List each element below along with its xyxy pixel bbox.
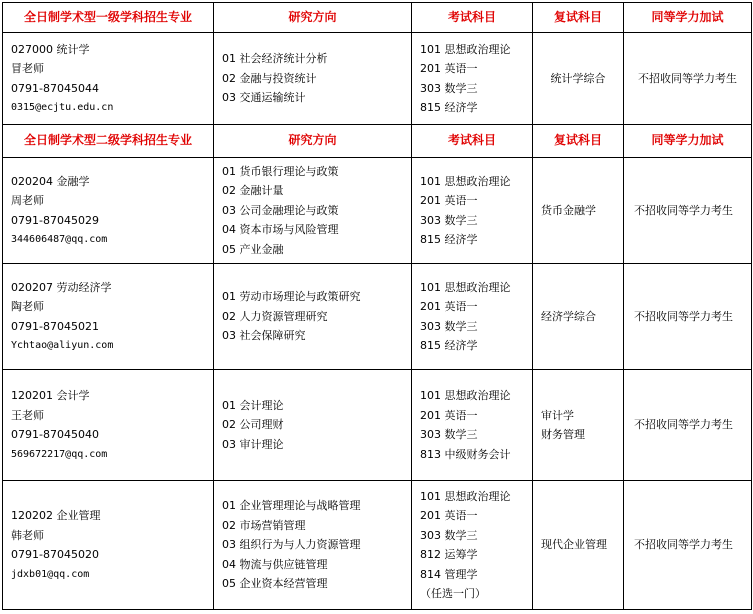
program-name: 027000 统计学 <box>11 42 90 56</box>
direction-item: 02 金融计量 <box>222 184 284 198</box>
direction-item: 02 人力资源管理研究 <box>222 309 328 323</box>
exam-item: 101 思想政治理论 <box>420 174 511 188</box>
direction-item: 01 劳动市场理论与政策研究 <box>222 290 361 304</box>
contact-email: 569672217@qq.com <box>11 448 108 460</box>
program-name: 120202 企业管理 <box>11 509 101 522</box>
exam-item: 101 思想政治理论 <box>420 280 511 294</box>
retest-cell <box>533 33 624 125</box>
direction-item: 03 交通运输统计 <box>222 91 306 105</box>
program-cell <box>3 158 214 264</box>
table-row <box>3 264 752 370</box>
direction-cell <box>214 158 412 264</box>
retest-item: 经济学综合 <box>541 309 596 323</box>
direction-item: 02 金融与投资统计 <box>222 71 317 85</box>
header-equal: 同等学力加试 <box>624 3 752 33</box>
direction-item: 03 公司金融理论与政策 <box>222 203 339 217</box>
table-row <box>3 370 752 481</box>
exam-item: 201 英语一 <box>420 408 478 422</box>
table-row <box>3 158 752 264</box>
exam-item: 101 思想政治理论 <box>420 489 511 503</box>
program-cell <box>3 481 214 610</box>
direction-item: 04 资本市场与风险管理 <box>222 223 339 237</box>
direction-item: 01 企业管理理论与战略管理 <box>222 499 361 513</box>
exam-cell <box>412 33 533 125</box>
retest-item: 现代企业管理 <box>541 538 607 552</box>
contact-phone: 0791-87045029 <box>11 213 99 227</box>
program-name: 020204 金融学 <box>11 174 90 188</box>
contact-email: 344606487@qq.com <box>11 234 108 245</box>
direction-item: 02 公司理财 <box>222 418 284 432</box>
header-row-1 <box>3 3 752 33</box>
retest-cell <box>533 370 624 481</box>
contact-name: 陶老师 <box>11 300 44 313</box>
header-equal: 同等学力加试 <box>624 125 752 158</box>
header-retest: 复试科目 <box>533 125 624 158</box>
direction-item: 03 社会保障研究 <box>222 329 306 343</box>
exam-item: 815 经济学 <box>420 101 478 114</box>
exam-item: 815 经济学 <box>420 339 478 352</box>
direction-cell <box>214 481 412 610</box>
program-cell <box>3 33 214 125</box>
header-direction: 研究方向 <box>214 3 412 33</box>
header-exam: 考试科目 <box>412 125 533 158</box>
exam-item: 303 数学三 <box>420 428 478 441</box>
retest-cell <box>533 481 624 610</box>
direction-item: 01 货币银行理论与政策 <box>222 164 339 178</box>
direction-item: 03 审计理论 <box>222 437 284 451</box>
contact-phone: 0791-87045021 <box>11 319 99 333</box>
exam-item: 101 思想政治理论 <box>420 42 511 56</box>
program-name: 120201 会计学 <box>11 389 90 402</box>
exam-cell <box>412 264 533 370</box>
exam-item: 201 英语一 <box>420 194 478 207</box>
direction-cell <box>214 264 412 370</box>
exam-item: 815 经济学 <box>420 233 478 246</box>
exam-item: 303 数学三 <box>420 528 478 542</box>
direction-item: 01 会计理论 <box>222 398 284 412</box>
exam-cell <box>412 481 533 610</box>
header-program: 全日制学术型二级学科招生专业 <box>3 125 214 158</box>
exam-item: 201 英语一 <box>420 62 478 75</box>
direction-item: 05 产业金融 <box>222 242 284 256</box>
direction-item: 04 物流与供应链管理 <box>222 557 328 571</box>
retest-cell <box>533 158 624 264</box>
contact-name: 韩老师 <box>11 528 44 542</box>
contact-email: jdxb01@qq.com <box>11 568 90 580</box>
contact-phone: 0791-87045044 <box>11 81 99 95</box>
header-program: 全日制学术型一级学科招生专业 <box>3 3 214 33</box>
direction-cell <box>214 33 412 125</box>
retest-item: 财务管理 <box>541 428 585 441</box>
equal-cell: 不招收同等学力考生 <box>624 264 752 370</box>
direction-item: 05 企业资本经营管理 <box>222 577 328 591</box>
exam-cell <box>412 158 533 264</box>
exam-item: 201 英语一 <box>420 300 478 313</box>
retest-item: 货币金融学 <box>541 203 596 217</box>
equal-cell: 不招收同等学力考生 <box>624 158 752 264</box>
equal-cell: 不招收同等学力考生 <box>624 481 752 610</box>
exam-item: 101 思想政治理论 <box>420 389 511 402</box>
program-cell <box>3 370 214 481</box>
direction-item: 01 社会经济统计分析 <box>222 52 328 66</box>
exam-item: 812 运筹学 <box>420 548 478 561</box>
retest-item: 统计学综合 <box>550 71 606 85</box>
exam-cell <box>412 370 533 481</box>
equal-cell: 不招收同等学力考生 <box>624 370 752 481</box>
exam-item: 813 中级财务会计 <box>420 447 511 461</box>
exam-item: 303 数学三 <box>420 319 478 333</box>
admissions-table <box>2 2 752 610</box>
table-row <box>3 33 752 125</box>
retest-cell <box>533 264 624 370</box>
exam-item: 814 管理学 <box>420 567 478 581</box>
direction-item: 02 市场营销管理 <box>222 518 306 532</box>
header-row-2 <box>3 125 752 158</box>
contact-email: 0315@ecjtu.edu.cn <box>11 102 114 113</box>
direction-item: 03 组织行为与人力资源管理 <box>222 538 361 552</box>
contact-name: 周老师 <box>11 194 44 207</box>
table-row <box>3 481 752 610</box>
contact-phone: 0791-87045020 <box>11 548 99 561</box>
contact-phone: 0791-87045040 <box>11 428 99 441</box>
contact-name: 冒老师 <box>11 62 44 75</box>
exam-note: （任选一门） <box>420 587 486 600</box>
program-name: 020207 劳动经济学 <box>11 280 112 294</box>
contact-email: Ychtao@aliyun.com <box>11 340 114 351</box>
header-retest: 复试科目 <box>533 3 624 33</box>
exam-item: 303 数学三 <box>420 213 478 227</box>
header-direction: 研究方向 <box>214 125 412 158</box>
direction-cell <box>214 370 412 481</box>
exam-item: 201 英语一 <box>420 509 478 522</box>
header-exam: 考试科目 <box>412 3 533 33</box>
equal-cell: 不招收同等学力考生 <box>624 33 752 125</box>
program-cell <box>3 264 214 370</box>
contact-name: 王老师 <box>11 408 44 422</box>
retest-item: 审计学 <box>541 408 574 422</box>
exam-item: 303 数学三 <box>420 81 478 95</box>
